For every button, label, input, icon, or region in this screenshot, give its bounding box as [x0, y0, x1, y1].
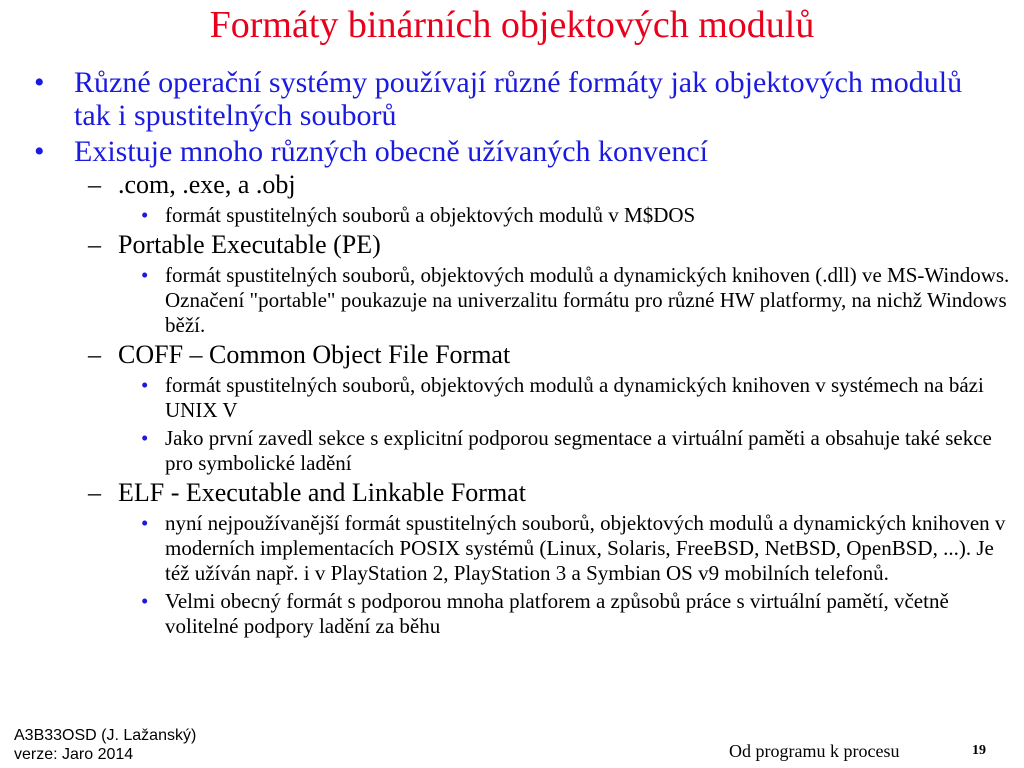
- bullet-marker: •: [34, 135, 45, 168]
- bullet-text: Existuje mnoho různých obecně užívaných konvencí: [74, 135, 708, 168]
- bullet-text: nyní nejpoužívanější formát spustitelných souborů, objektových modulů a dynamických knihoven v moderních implementacích POSIX systémů (Linux, Solaris, FreeBSD, NetBSD, OpenBSD, ...). Je též užíván např. i v PlayStation 2, PlayStation 3 a Symbian OS v9 mobilních telefonů.: [165, 511, 1006, 585]
- bullet-text: formát spustitelných souborů, objektových modulů a dynamických knihoven v systémech na bázi UNIX V: [165, 373, 984, 422]
- detail-bullet-item: [141, 511, 1010, 586]
- bullet-text: ELF - Executable and Linkable Format: [118, 478, 526, 507]
- bullet-marker: •: [141, 203, 149, 227]
- bullet-marker: •: [141, 511, 149, 535]
- bullet-text: Různé operační systémy používají různé formáty jak objektových modulů tak i spustitelných souborů: [74, 66, 963, 132]
- sub-bullet-item: [88, 478, 998, 508]
- footer-section-title: Od programu k procesu: [729, 741, 900, 761]
- bullet-item: [34, 66, 1004, 132]
- dash-marker: –: [88, 340, 101, 369]
- bullet-marker: •: [141, 373, 149, 397]
- bullet-text: formát spustitelných souborů, objektových modulů a dynamických knihoven (.dll) ve MS-Windows. Označení "portable" poukazuje na univerzalitu formátu pro různé HW platformy, na nichž Windows běží.: [165, 263, 1010, 337]
- bullet-text: .com, .exe, a .obj: [118, 170, 296, 199]
- sub-bullet-item: [88, 340, 998, 370]
- dash-marker: –: [88, 170, 101, 199]
- detail-bullet-item: [141, 263, 1010, 338]
- bullet-text: Jako první zavedl sekce s explicitní podporou segmentace a virtuální paměti a obsahuje také sekce pro symbolické ladění: [165, 426, 992, 475]
- bullet-text: COFF – Common Object File Format: [118, 340, 511, 369]
- sub-bullet-item: [88, 170, 998, 200]
- detail-bullet-item: [141, 426, 1010, 476]
- page-number: 19: [972, 743, 986, 758]
- bullet-item: [34, 135, 1004, 168]
- bullet-marker: •: [141, 426, 149, 450]
- footer-version: verze: Jaro 2014: [14, 746, 134, 763]
- dash-marker: –: [88, 230, 101, 259]
- footer-course: A3B33OSD (J. Lažanský): [14, 727, 197, 744]
- detail-bullet-item: [141, 373, 1010, 423]
- slide-content: [0, 66, 1024, 639]
- bullet-text: Velmi obecný formát s podporou mnoha platforem a způsobů práce s virtuální pamětí, včetně volitelné podpory ladění za běhu: [165, 589, 949, 638]
- slide-title: Formáty binárních objektových modulů: [209, 4, 815, 46]
- detail-bullet-item: [141, 203, 1010, 228]
- footer-course-info: [14, 726, 196, 764]
- bullet-text: formát spustitelných souborů a objektových modulů v M$DOS: [165, 203, 696, 227]
- bullet-marker: •: [141, 589, 149, 613]
- sub-bullet-item: [88, 230, 998, 260]
- detail-bullet-item: [141, 589, 1010, 639]
- bullet-marker: •: [141, 263, 149, 287]
- bullet-marker: •: [34, 66, 45, 99]
- bullet-text: Portable Executable (PE): [118, 230, 381, 259]
- dash-marker: –: [88, 478, 101, 507]
